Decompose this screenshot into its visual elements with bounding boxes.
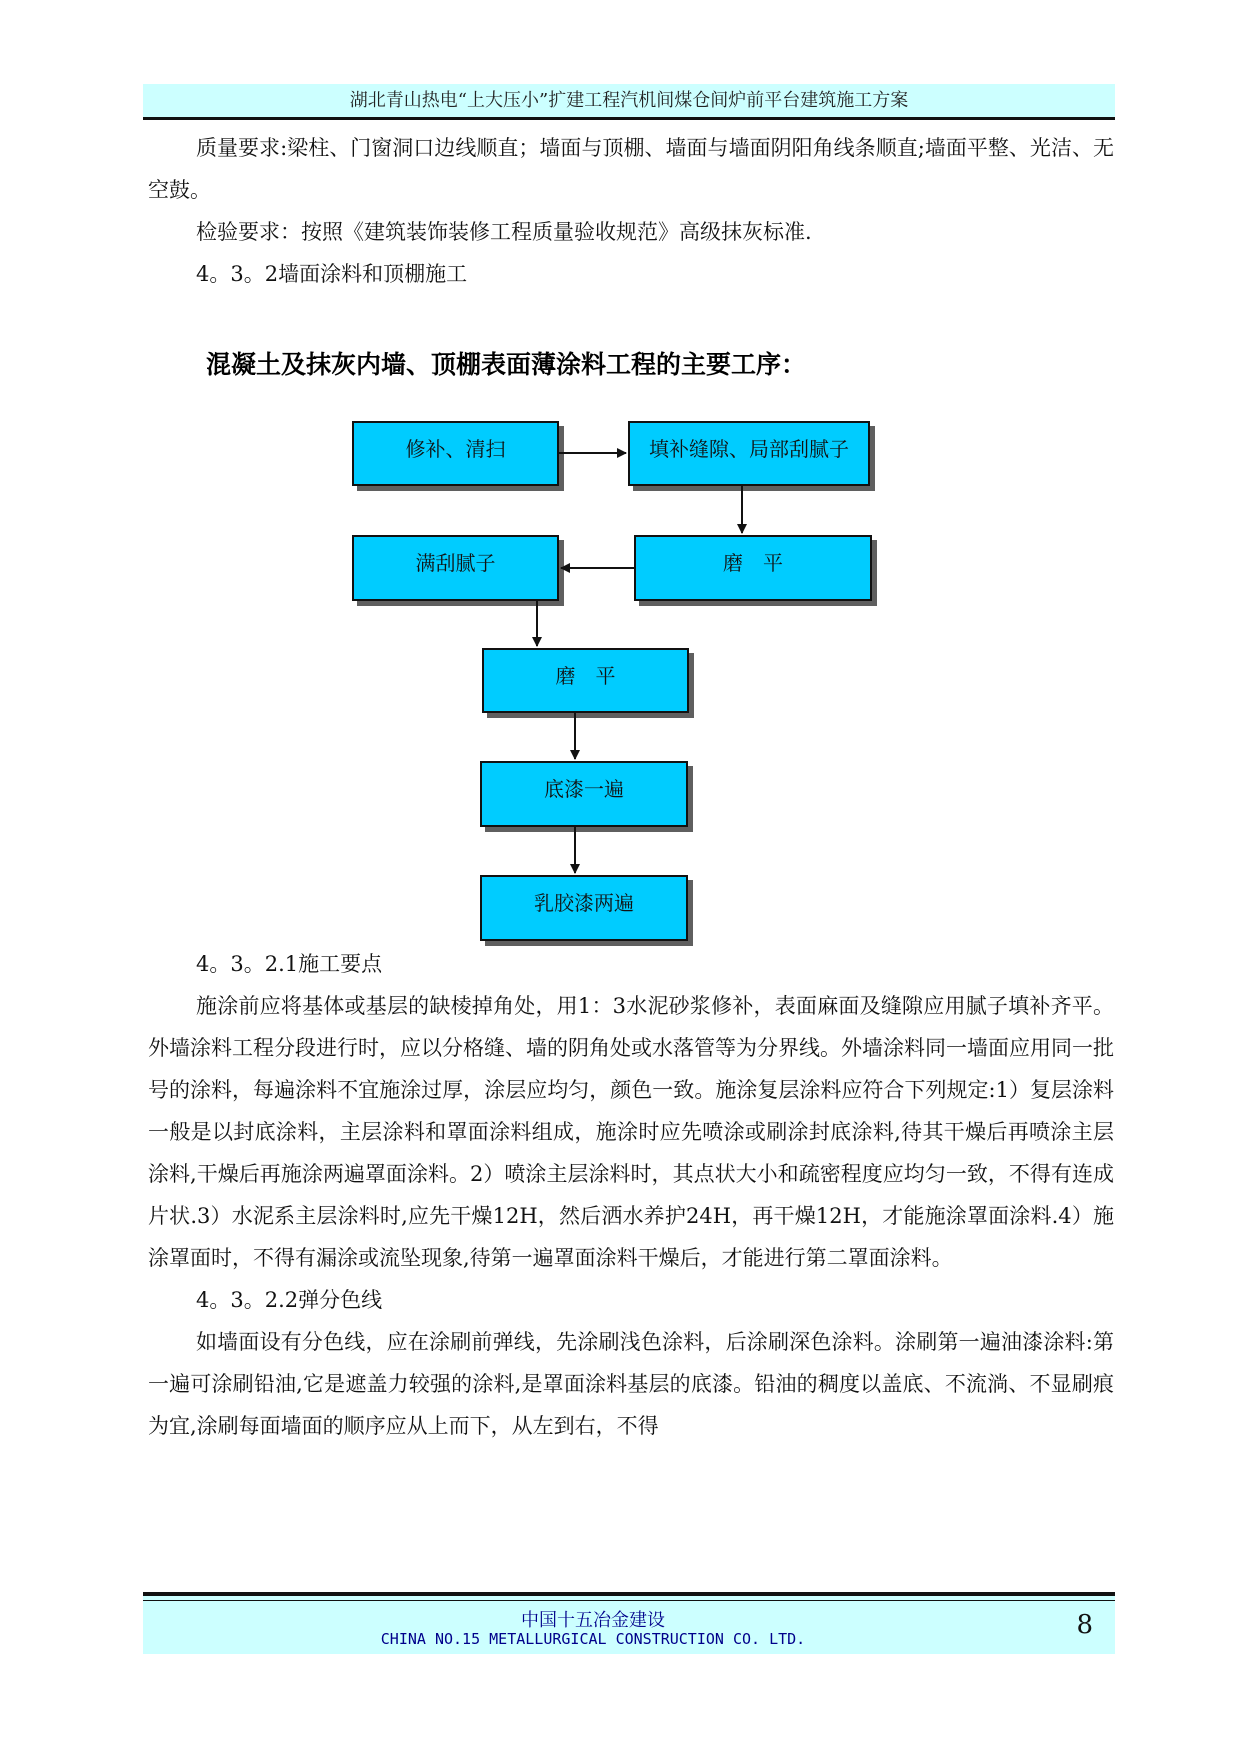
page-header: [143, 84, 1115, 120]
step-box-latex: [480, 875, 688, 941]
page-footer: [143, 1592, 1115, 1654]
section-heading-4-3-2-1: 4。3。2.1施工要点: [196, 952, 383, 976]
color-line-paragraph: 如墙面设有分色线，应在涂刷前弹线，先涂刷浅色涂料，后涂刷深色涂料。涂刷第一遍油漆涂料:第一遍可涂刷铅油,它是遮盖力较强的涂料,是罩面涂料基层的底漆。铅油的稠度以盖底、不流淌、不显刷痕为宜,涂刷每面墙面的顺序应从上而下，从左到右，不得: [148, 1330, 1114, 1438]
footer-divider: [143, 1600, 1115, 1601]
header-title: 湖北青山热电“上大压小”扩建工程汽机间煤仓间炉前平台建筑施工方案: [349, 90, 909, 111]
step-label-grind-1: 磨 平: [723, 551, 783, 575]
step-box-repair-clean: [352, 421, 559, 486]
bottom-text-block: [148, 943, 1114, 1447]
footer-company-cn: 中国十五冶金建设: [521, 1610, 665, 1631]
step-box-grind-1: [634, 535, 872, 601]
page-number: 8: [1076, 1610, 1093, 1640]
inspection-requirement-paragraph: 检验要求：按照《建筑装饰装修工程质量验收规范》高级抹灰标准.: [196, 220, 812, 244]
step-box-primer: [480, 761, 688, 827]
step-box-full-putty: [352, 535, 559, 601]
section-heading-4-3-2: 4。3。2墙面涂料和顶棚施工: [196, 262, 468, 286]
step-box-fill-gaps: [628, 421, 870, 486]
step-label-primer: 底漆一遍: [544, 777, 624, 801]
step-box-grind-2: [482, 648, 689, 713]
quality-requirement-paragraph: 质量要求:梁柱、门窗洞口边线顺直；墙面与顶棚、墙面与墙面阴阳角线条顺直;墙面平整、光洁、无空鼓。: [148, 136, 1114, 202]
step-label-latex: 乳胶漆两遍: [534, 891, 634, 915]
step-label-fill-gaps: 填补缝隙、局部刮腻子: [649, 437, 849, 461]
section-heading-4-3-2-2: 4。3。2.2弹分色线: [196, 1288, 383, 1312]
step-label-grind-2: 磨 平: [555, 664, 616, 688]
step-label-repair-clean: 修补、清扫: [405, 437, 506, 461]
step-label-full-putty: 满刮腻子: [415, 551, 496, 575]
construction-points-paragraph: 施涂前应将基体或基层的缺棱掉角处，用1：3水泥砂浆修补，表面麻面及缝隙应用腻子填补齐平。外墙涂料工程分段进行时，应以分格缝、墙的阴角处或水落管等为分界线。外墙涂料同一墙面应用同一批号的涂料，每遍涂料不宜施涂过厚，涂层应均匀，颜色一致。施涂复层涂料应符合下列规定:1）复层涂料一般是以封底涂料，主层涂料和罩面涂料组成，施涂时应先喷涂或刷涂封底涂料,待其干燥后再喷涂主层涂料,干燥后再施涂两遍罩面涂料。2）喷涂主层涂料时，其点状大小和疏密程度应均匀一致，不得有连成片状.3）水泥系主层涂料时,应先干燥12H，然后洒水养护24H，再干燥12H，才能施涂罩面涂料.4）施涂罩面时，不得有漏涂或流坠现象,待第一遍罩面涂料干燥后，才能进行第二罩面涂料。: [148, 994, 1114, 1270]
footer-company-en: CHINA NO.15 METALLURGICAL CONSTRUCTION CO. LTD.: [380, 1630, 806, 1648]
top-text-block: [148, 127, 1114, 295]
process-diagram-title: 混凝土及抹灰内墙、顶棚表面薄涂料工程的主要工序：: [206, 350, 807, 379]
